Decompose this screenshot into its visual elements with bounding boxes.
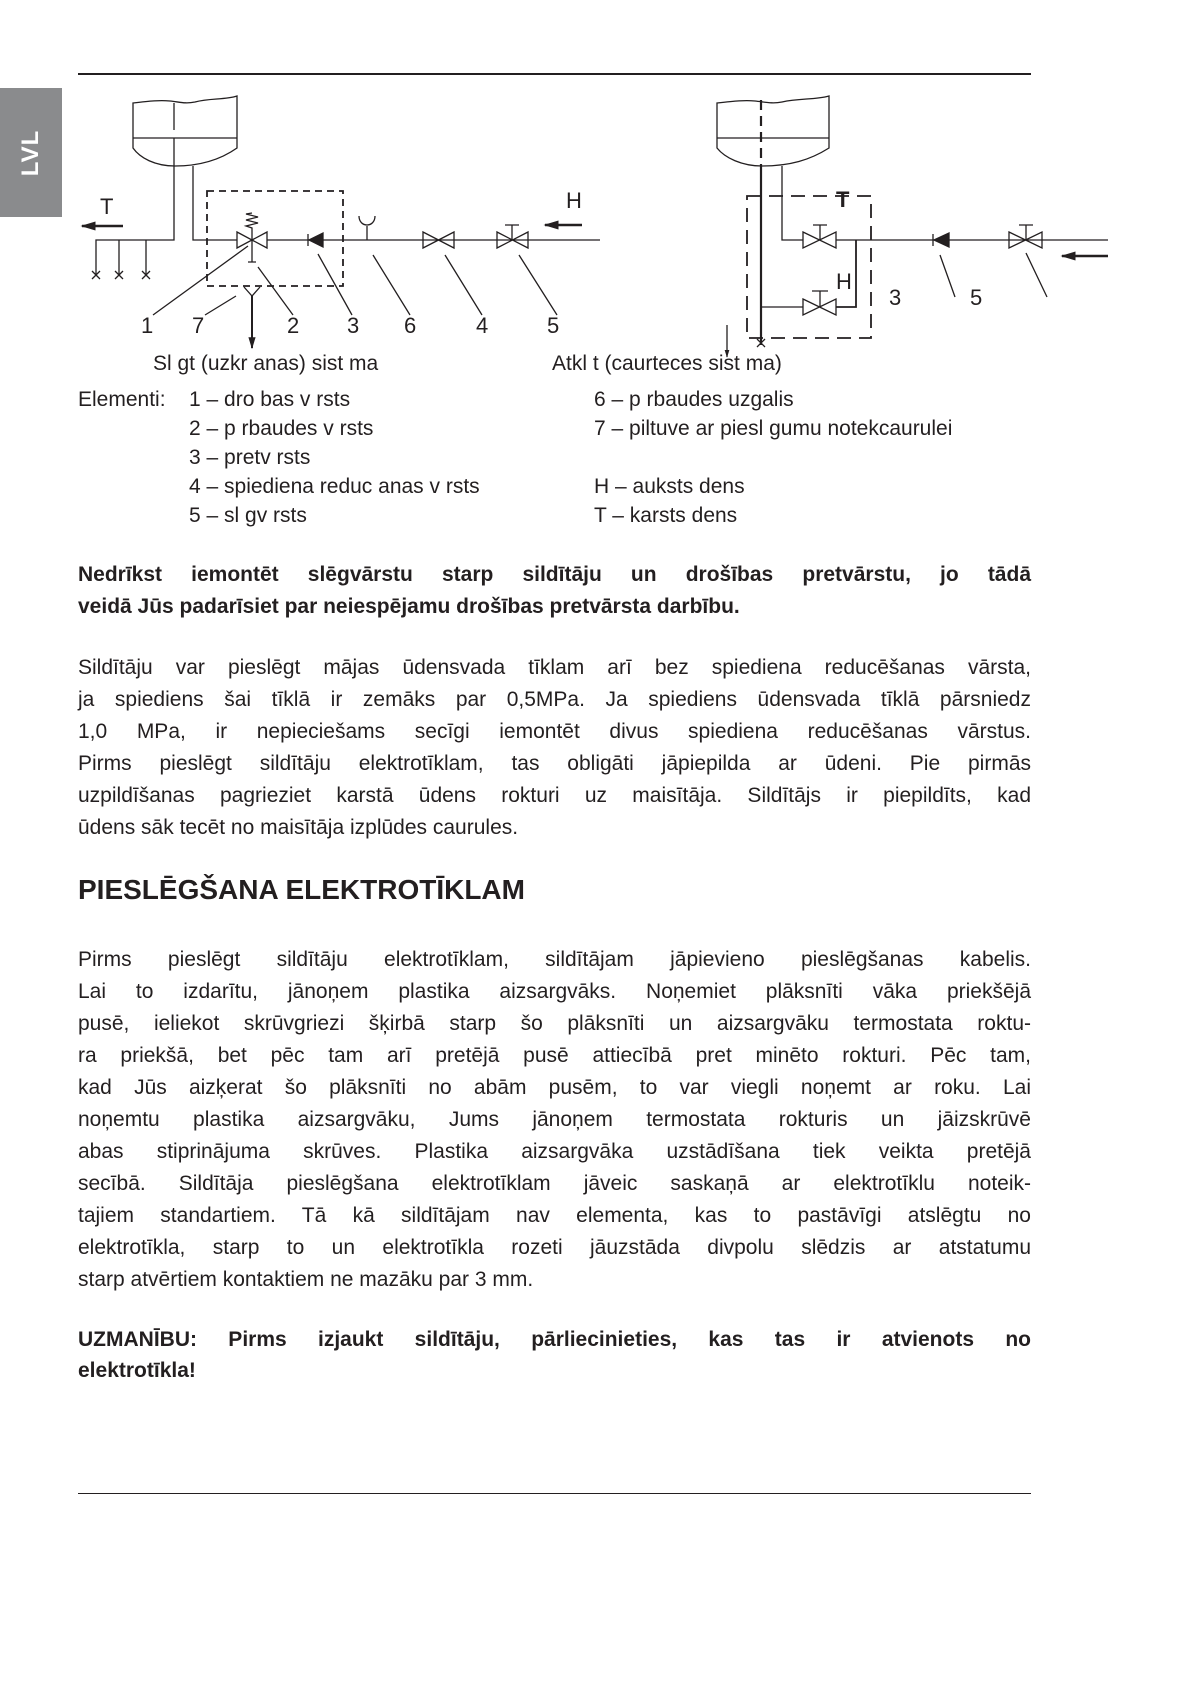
language-tab-label: LVL xyxy=(17,129,44,176)
text-line: 1,0 MPa, ir nepieciešams secīgi iemontēt divus spiediena reducēšanas vārstus. xyxy=(78,720,1031,743)
number-4: 4 xyxy=(476,313,489,338)
text-line: ra priekšā, bet pēc tam arī pretējā pusē attiecībā pret minēto rokturi. Pēc tam, xyxy=(78,1044,1031,1067)
text-line: tajiem standartiem. Tā kā sildītājam nav elementa, kas to pastāvīgi atslēgtu no xyxy=(78,1204,1031,1227)
label-t: T xyxy=(836,187,850,212)
legend-item: 3 – pretv rsts xyxy=(189,446,311,469)
text-line: starp atvērtiem kontaktiem ne mazāku par 3 mm. xyxy=(78,1268,534,1291)
paragraph-electrical-connection xyxy=(78,944,1031,1296)
test-nozzle xyxy=(359,216,375,240)
leader-lines xyxy=(153,246,557,315)
tank xyxy=(717,96,829,166)
number-1: 1 xyxy=(141,313,154,338)
section-heading: PIESLĒGŠANA ELEKTROTĪKLAM xyxy=(78,874,525,905)
text-line: noņemtu plastika aizsargvāku, Jums jānoņem termostata rokturis un jāizskrūvē xyxy=(78,1108,1031,1131)
number-6: 6 xyxy=(404,313,417,338)
legend-item: 6 – p rbaudes uzgalis xyxy=(594,388,794,411)
caption-closed-system: Sl gt (uzkr anas) sist ma xyxy=(153,352,379,375)
check-valve xyxy=(308,233,323,247)
spring xyxy=(246,213,258,240)
number-3: 3 xyxy=(889,285,902,310)
text-line: ūdens sāk tecēt no maisītāja izplūdes caurules. xyxy=(78,816,519,839)
text-line: UZMANĪBU: Pirms izjaukt sildītāju, pārliecinieties, kas tas ir atvienots no xyxy=(78,1328,1031,1351)
legend-item: 7 – piltuve ar piesl gumu notekcaurulei xyxy=(594,417,953,440)
warning-disconnect xyxy=(78,1324,1031,1386)
mixer-box xyxy=(747,196,871,338)
tank xyxy=(133,96,237,166)
shutoff-valve xyxy=(497,225,528,248)
legend-item: 2 – p rbaudes v rsts xyxy=(189,417,374,440)
text-line: Nedrīkst iemontēt slēgvārstu starp sildītāju un drošības pretvārstu, jo tādā xyxy=(78,563,1031,586)
hot-valve xyxy=(803,225,836,248)
text-line: kad Jūs aizķerat šo plāksnīti no abām pusēm, to var viegli noņemt ar roku. Lai xyxy=(78,1076,1031,1099)
text-line: secībā. Sildītāja pieslēgšana elektrotīklam jāveic saskaņā ar elektrotīklu noteik- xyxy=(78,1172,1031,1195)
number-3: 3 xyxy=(347,313,360,338)
legend-item: 4 – spiediena reduc anas v rsts xyxy=(189,475,480,498)
open-system-diagram xyxy=(717,96,1108,357)
warning-valve xyxy=(78,559,1031,623)
text-line: Pirms pieslēgt sildītāju elektrotīklam, tas obligāti jāpiepilda ar ūdeni. Pie pirmās xyxy=(78,752,1031,775)
text-line: pusē, ieliekot skrūvgriezi šķirbā starp šo plāksnīti un aizsargvāku termostata roktu- xyxy=(78,1012,1031,1035)
shutoff-valve xyxy=(1009,225,1042,248)
paragraph-water-connection xyxy=(78,652,1031,844)
legend-item: H – auksts dens xyxy=(594,475,745,498)
leader-lines xyxy=(940,253,1047,297)
text-line: veidā Jūs padarīsiet par neiespējamu drošības pretvārsta darbību. xyxy=(78,595,740,618)
text-line: Lai to izdarītu, jānoņem plastika aizsargvāks. Noņemiet plāksnīti vāka priekšējā xyxy=(78,980,1031,1003)
tap-x-marks xyxy=(92,271,150,279)
legend-title: Elementi: xyxy=(78,388,166,411)
number-5: 5 xyxy=(970,285,983,310)
text-line: uzpildīšanas pagrieziet karstā ūdens rokturi uz maisītāja. Sildītājs ir piepildīts, kad xyxy=(78,784,1031,807)
closed-system-diagram xyxy=(82,96,600,348)
text-line: ja spiediens šai tīklā ir zemāks par 0,5MPa. Ja spiediens ūdensvada tīklā pārsniedz xyxy=(78,688,1031,711)
label-h: H xyxy=(566,188,582,213)
number-2: 2 xyxy=(287,313,300,338)
legend-item: 1 – dro bas v rsts xyxy=(189,388,351,411)
text-line: elektrotīkla, starp to un elektrotīkla rozeti jāuzstāda divpolu slēdzis ar atstatumu xyxy=(78,1236,1031,1259)
caption-open-system: Atkl t (caurteces sist ma) xyxy=(552,352,782,375)
cold-valve xyxy=(803,291,836,315)
element-numbers xyxy=(141,313,559,338)
text-line: Sildītāju var pieslēgt mājas ūdensvada tīklam arī bez spiediena reducēšanas vārsta, xyxy=(78,656,1031,679)
number-7: 7 xyxy=(192,313,205,338)
text-line: elektrotīkla! xyxy=(78,1359,196,1382)
check-valve xyxy=(933,233,949,247)
text-line: Pirms pieslēgt sildītāju elektrotīklam, sildītājam jāpievieno pieslēgšanas kabelis. xyxy=(78,948,1031,971)
legend-item: 5 – sl gv rsts xyxy=(189,504,307,527)
text-line: abas stiprinājuma skrūves. Plastika aizsargvāka uzstādīšana tiek veikta pretējā xyxy=(78,1140,1031,1163)
legend-item: T – karsts dens xyxy=(594,504,738,527)
label-t: T xyxy=(100,194,114,219)
label-h: H xyxy=(836,269,852,294)
number-5: 5 xyxy=(547,313,560,338)
